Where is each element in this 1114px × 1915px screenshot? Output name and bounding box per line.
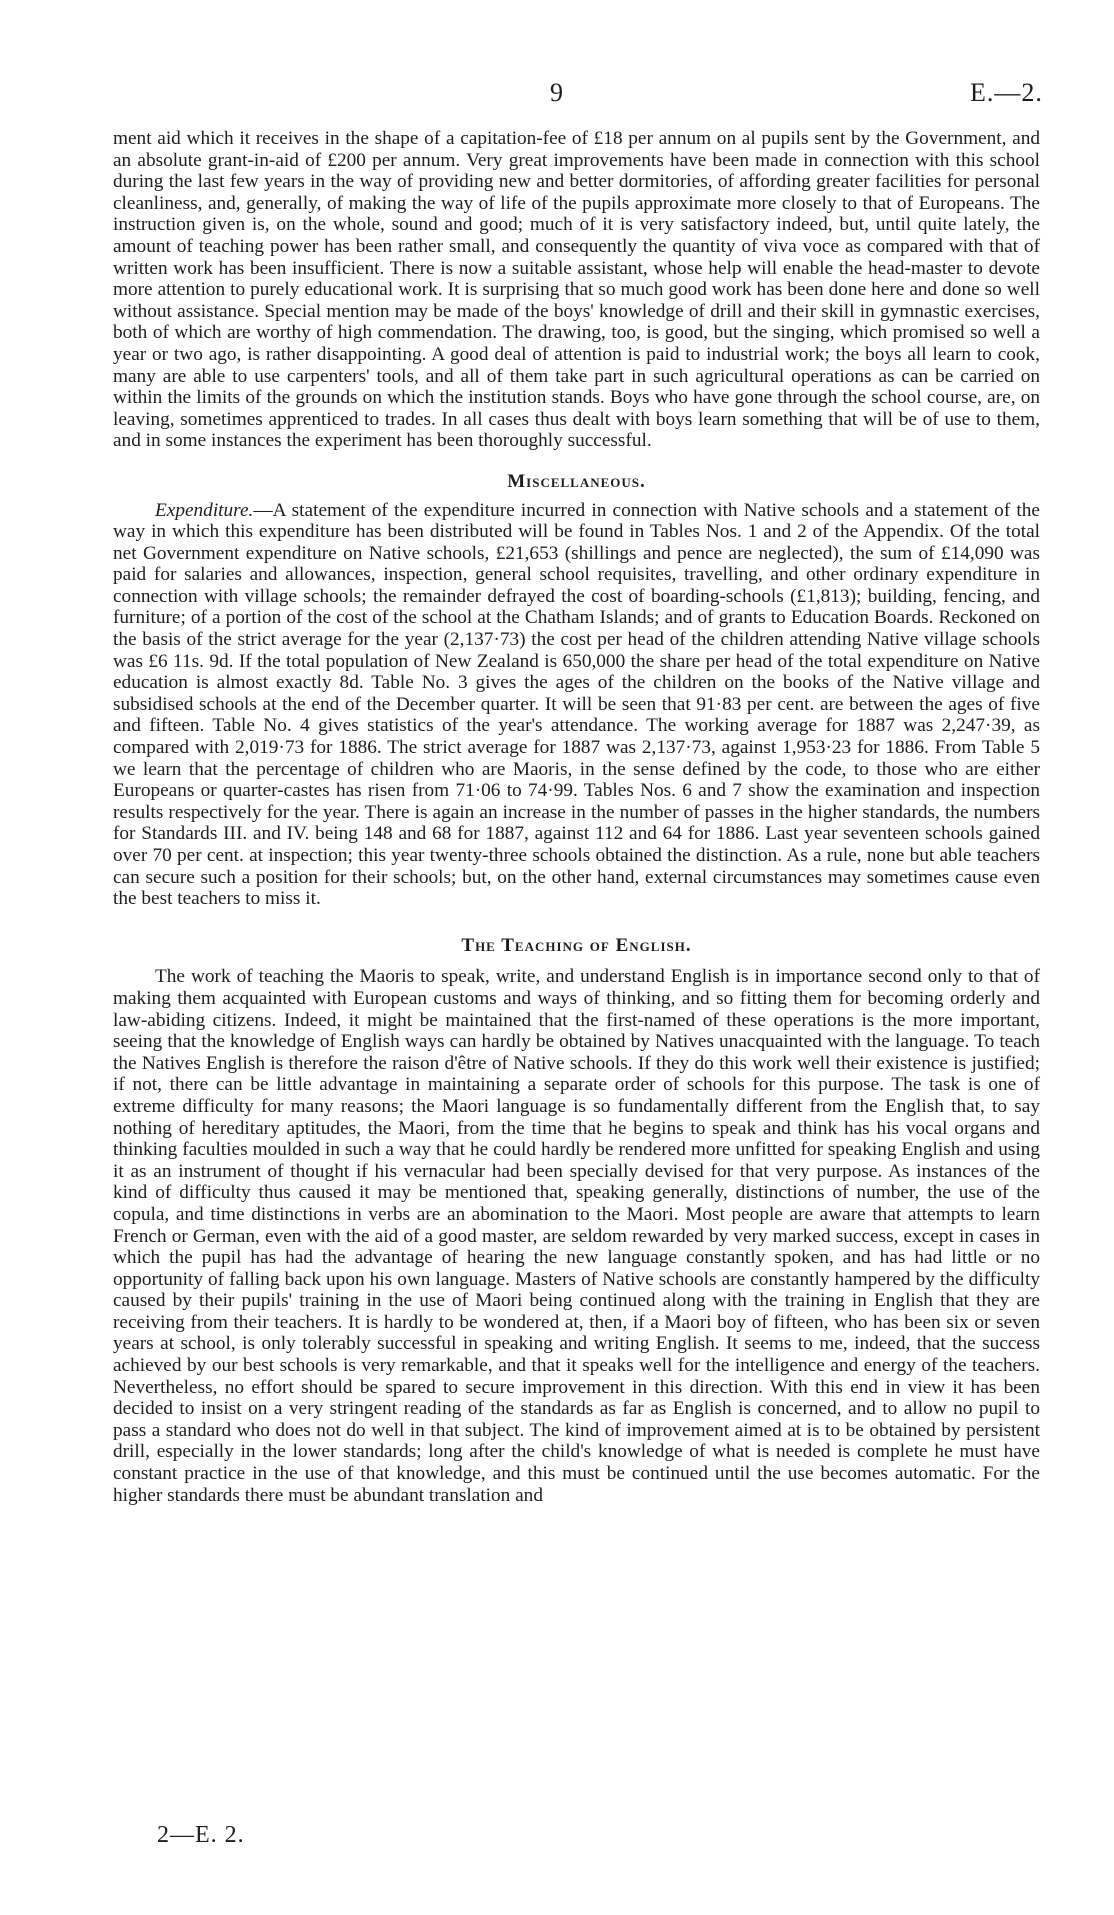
expenditure-text: —A statement of the expenditure incurred in connection with Native schools and a statement of the way in which this expenditure has been distributed will be found in Tables Nos. 1 and 2 of the Appendix. Of the total net Government expenditure on Native schools, £21,653 (shillings and pence are neglected), the sum of £14,090 was paid for salaries and allowances, inspection, general school requisites, travelling, and other ordinary expenditure in connection with village schools; the remainder defrayed the cost of boarding-schools (£1,813); building, fencing, and furniture; of a portion of the cost of the school at the Chatham Islands; and of grants to Education Boards. Reckoned on the basis of the strict average for the year (2,137·73) the cost per head of the children attending Native village schools was £6 11s. 9d. If the total population of New Zealand is 650,000 the share per head of the total expenditure on Native education is almost exactly 8d. Table No. 3 gives the ages of the children on the books of the Native village and subsidised schools at the end of the December quarter. It will be seen that 91·83 per cent. are between the ages of five and fifteen. Table No. 4 gives statistics of the year's attendance. The working average for 1887 was 2,247·39, as compared with 2,019·73 for 1886. The strict average for 1887 was 2,137·73, against 1,953·23 for 1886. From Table 5 we learn that the percentage of children who are Maoris, in the sense defined by the code, to those who are either Europeans or quarter-castes has risen from 71·06 to 74·99. Tables Nos. 6 and 7 show the examination and inspection results respectively for the year. There is again an increase in the number of passes in the higher standards, the numbers for Standards III. and IV. being 148 and 68 for 1887, against 112 and 64 for 1886. Last year seventeen schools gained over 70 per cent. at inspection; this year twenty-three schools obtained the distinction. As a rule, none but able teachers can secure such a position for their schools; but, on the other hand, external circumstances may sometimes cause even the best teachers to miss it. (113, 499, 1040, 910)
expenditure-paragraph (113, 500, 1040, 910)
teaching-english-paragraph: The work of teaching the Maoris to speak, write, and understand English is in importance second only to that of making them acquainted with European customs and ways of thinking, and so fitting them for becoming orderly and law-abiding citizens. Indeed, it might be maintained that the first-named of these operations is the more important, seeing that the knowledge of English ways can hardly be obtained by Natives unacquainted with the language. To teach the Natives English is therefore the raison d'être of Native schools. If they do this work well their existence is justified; if not, there can be little advantage in maintaining a separate order of schools for this purpose. The task is one of extreme difficulty for many reasons; the Maori language is so fundamentally different from the English that, to say nothing of hereditary aptitudes, the Maori, from the time that he begins to speak and think has his vocal organs and thinking faculties moulded in such a way that he could hardly be rendered more unfitted for speaking English and using it as an instrument of thought if his vernacular had been specially devised for that very purpose. As instances of the kind of difficulty thus caused it may be mentioned that, speaking generally, distinctions of number, the use of the copula, and time distinctions in verbs are an abomination to the Maori. Most people are aware that attempts to learn French or German, even with the aid of a good master, are seldom rewarded by very marked success, except in cases in which the pupil has had the advantage of hearing the new language constantly spoken, and has had little or no opportunity of falling back upon his own language. Masters of Native schools are constantly hampered by the difficulty caused by their pupils' training in the use of Maori being continued along with the training in English that they are receiving from their teachers. It is hardly to be wondered at, then, if a Maori boy of fifteen, who has been six or seven years at school, is only tolerably successful in speaking and writing English. It seems to me, indeed, that the success achieved by our best schools is very remarkable, and that it speaks well for the intelligence and energy of the teachers. Nevertheless, no effort should be spared to secure improvement in this direction. With this end in view it has been decided to insist on a very stringent reading of the standards as far as English is concerned, and to allow no pupil to pass a standard who does not do well in that subject. The kind of improvement aimed at is to be obtained by persistent drill, especially in the lower standards; long after the child's knowledge of what is needed is complete he must have constant practice in the use of that knowledge, and this must be continued until the use becomes automatic. For the higher standards there must be abundant translation and (113, 966, 1040, 1506)
section-heading-miscellaneous: Miscellaneous. (507, 470, 646, 492)
intro-paragraph: ment aid which it receives in the shape of a capitation-fee of £18 per annum on al pupils sent by the Government, and an absolute grant-in-aid of £200 per annum. Very great improvements have been made in connection with this school during the last few years in the way of providing new and better dormitories, of affording greater facilities for personal cleanliness, and, generally, of making the way of life of the pupils approximate more closely to that of Europeans. The instruction given is, on the whole, sound and good; much of it is very satisfactory indeed, but, until quite lately, the amount of teaching power has been rather small, and consequently the quantity of viva voce as compared with that of written work has been insufficient. There is now a suitable assistant, whose help will enable the head-master to devote more attention to purely educational work. It is surprising that so much good work has been done here and done so well without assistance. Special mention may be made of the boys' knowledge of drill and their skill in gymnastic exercises, both of which are worthy of high commendation. The drawing, too, is good, but the singing, which promised so well a year or two ago, is rather disappointing. A good deal of attention is paid to industrial work; the boys all learn to cook, many are able to use carpenters' tools, and all of them take part in such agricultural operations as can be carried on within the limits of the grounds on which the institution stands. Boys who have gone through the school course, are, on leaving, sometimes apprenticed to trades. In all cases thus dealt with boys learn something that will be of use to them, and in some instances the experiment has been thoroughly successful. (113, 128, 1040, 452)
footer-signature: 2—E. 2. (157, 1822, 245, 1848)
page-body (113, 128, 1040, 1506)
page-number: 9 (550, 78, 563, 107)
expenditure-lead: Expenditure. (155, 499, 254, 521)
document-reference: E.—2. (970, 78, 1043, 107)
section-heading-teaching-english: The Teaching of English. (461, 934, 692, 956)
